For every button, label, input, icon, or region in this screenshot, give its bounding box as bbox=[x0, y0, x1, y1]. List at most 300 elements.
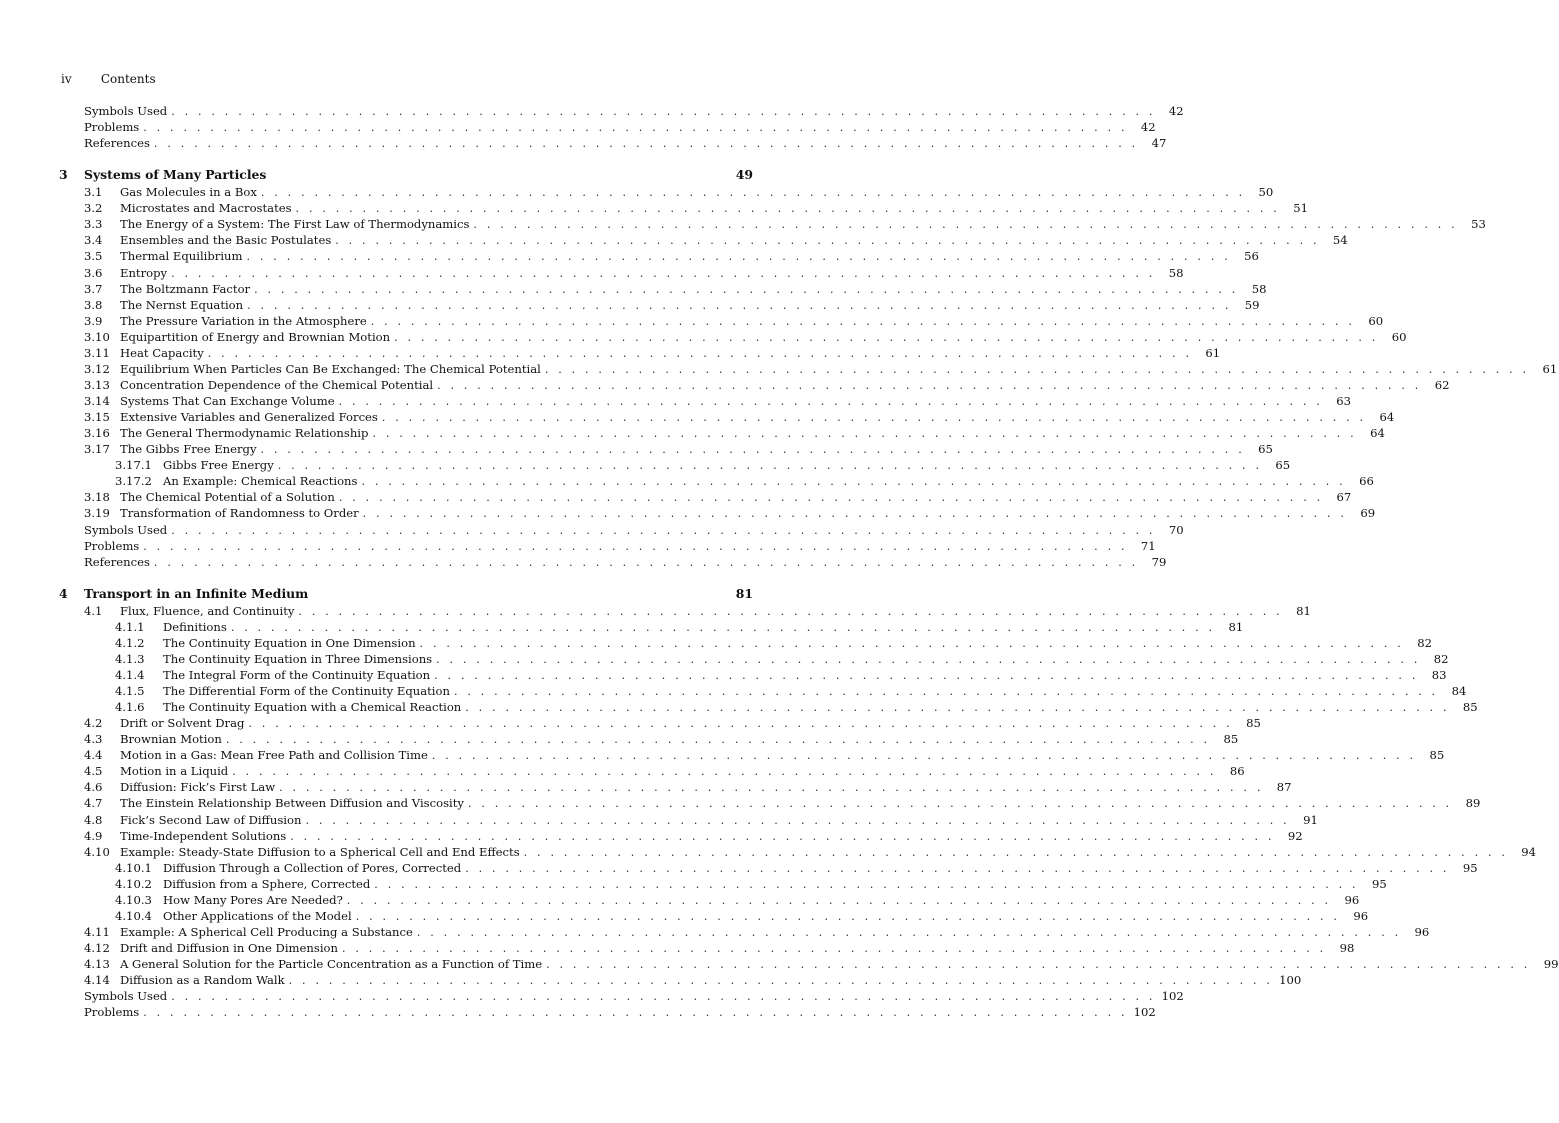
toc-entry-page: 62 bbox=[1434, 377, 1450, 392]
toc-entry-number: 4.10.2 bbox=[115, 876, 152, 891]
toc-entry-page: 58 bbox=[1251, 281, 1267, 296]
toc-entry[interactable] bbox=[59, 651, 1449, 667]
toc-entry-title: The Energy of a System: The First Law of Thermodynamics bbox=[120, 217, 470, 232]
toc-entry-number: 4.11 bbox=[84, 924, 110, 939]
toc-entry-title: Transformation of Randomness to Order bbox=[120, 506, 359, 521]
toc-entry[interactable] bbox=[59, 988, 1184, 1004]
toc-entry-title: Transport in an Infinite Medium bbox=[84, 585, 309, 601]
toc-entry-title: Equilibrium When Particles Can Be Exchanged: The Chemical Potential bbox=[120, 361, 541, 376]
toc-entry-title: Drift and Diffusion in One Dimension bbox=[120, 941, 338, 955]
dot-leader: . . . . . . . . . . . . . . . . . . . . . . . . . . . . . . . . . . . . . . . . . . . . . . . . . . . . . . . . . . . . . . . . . . . . . . . . . . bbox=[434, 668, 1419, 682]
toc-entry-label bbox=[84, 103, 171, 119]
dot-leader: . . . . . . . . . . . . . . . . . . . . . . . . . . . . . . . . . . . . . . . . . . . . . . . . . . . . . . . . . . . . . . . . . . . . . . . . . . bbox=[171, 523, 1156, 537]
toc-entry[interactable] bbox=[59, 425, 1385, 441]
toc-entry-page: 51 bbox=[1293, 201, 1308, 216]
toc-entry-number: 3 bbox=[59, 167, 68, 183]
toc-entry-page: 87 bbox=[1276, 780, 1292, 795]
toc-entry-page: 96 bbox=[1414, 924, 1430, 939]
toc-entry[interactable] bbox=[59, 924, 1430, 940]
toc-entry-number: 3.11 bbox=[84, 345, 110, 360]
toc-entry-title: Fick’s Second Law of Diffusion bbox=[120, 812, 302, 827]
toc-entry[interactable] bbox=[59, 457, 1291, 473]
toc-entry-number: 3.15 bbox=[84, 410, 110, 425]
toc-entry-page: 69 bbox=[1360, 506, 1376, 521]
dot-leader: . . . . . . . . . . . . . . . . . . . . . . . . . . . . . . . . . . . . . . . . . . . . . . . . . . . . . . . . . . . . . . . . . . . . . . . . . . bbox=[372, 427, 1357, 441]
toc-entry-page: 63 bbox=[1336, 394, 1352, 408]
toc-entry-label bbox=[84, 281, 254, 297]
toc-entry-title: Flux, Fluence, and Continuity bbox=[120, 603, 295, 618]
toc-entry-title: How Many Pores Are Needed? bbox=[163, 892, 343, 907]
toc-entry-page: 100 bbox=[1279, 973, 1302, 988]
toc-entry-label bbox=[84, 747, 432, 763]
toc-entry-title: The Nernst Equation bbox=[120, 297, 244, 312]
toc-entry-title: Symbols Used bbox=[84, 104, 168, 118]
toc-entry-number: 4.5 bbox=[84, 764, 103, 779]
toc-entry-page: 81 bbox=[1228, 619, 1244, 634]
toc-entry-title: The Continuity Equation in One Dimension bbox=[163, 635, 416, 650]
dot-leader: . . . . . . . . . . . . . . . . . . . . . . . . . . . . . . . . . . . . . . . . . . . . . . . . . . . . . . . . . . . . . . . . . . . . . . . . . . bbox=[248, 717, 1233, 731]
dot-leader: . . . . . . . . . . . . . . . . . . . . . . . . . . . . . . . . . . . . . . . . . . . . . . . . . . . . . . . . . . . . . . . . . . . . . . . . . . bbox=[247, 298, 1232, 312]
toc-entry-page: 60 bbox=[1368, 313, 1384, 328]
toc-entry-title: Ensembles and the Basic Postulates bbox=[120, 233, 332, 248]
dot-leader: . . . . . . . . . . . . . . . . . . . . . . . . . . . . . . . . . . . . . . . . . . . . . . . . . . . . . . . . . . . . . . . . . . . . . . . . . . bbox=[232, 765, 1217, 779]
toc-entry-title: References bbox=[84, 554, 150, 569]
toc-entry-title: Other Applications of the Model bbox=[163, 908, 352, 923]
toc-entry-label bbox=[115, 699, 465, 715]
toc-entry-page: 60 bbox=[1391, 329, 1407, 344]
toc-entry[interactable] bbox=[59, 505, 1376, 521]
dot-leader: . . . . . . . . . . . . . . . . . . . . . . . . . . . . . . . . . . . . . . . . . . . . . . . . . . . . . . . . . . . . . . . . . . . . . . . . . . bbox=[290, 829, 1275, 843]
toc-entry-number: 3.3 bbox=[84, 217, 103, 232]
toc-entry-label bbox=[84, 393, 339, 409]
toc-entry-title: The Integral Form of the Continuity Equation bbox=[163, 667, 431, 682]
toc-entry-label bbox=[84, 184, 261, 200]
page-number: iv bbox=[61, 72, 72, 86]
toc-entry-title: The Continuity Equation with a Chemical Reaction bbox=[163, 700, 462, 715]
toc-entry-number: 3.12 bbox=[84, 361, 110, 376]
toc-entry[interactable] bbox=[59, 393, 1352, 409]
toc-entry-title: Systems of Many Particles bbox=[84, 167, 267, 183]
toc-entry-title: Systems That Can Exchange Volume bbox=[120, 394, 335, 408]
dot-leader: . . . . . . . . . . . . . . . . . . . . . . . . . . . . . . . . . . . . . . . . . . . . . . . . . . . . . . . . . . . . . . . . . . . . . . . . . . bbox=[381, 411, 1367, 425]
toc-entry[interactable] bbox=[59, 747, 1445, 763]
toc-entry-label bbox=[84, 779, 279, 795]
toc-entry-number: 3.17.2 bbox=[115, 474, 152, 489]
toc-entry-title: Motion in a Gas: Mean Free Path and Collision Time bbox=[120, 748, 428, 763]
toc-entry-page: 71 bbox=[1140, 538, 1156, 553]
toc-entry-label bbox=[84, 345, 208, 361]
toc-entry[interactable] bbox=[59, 619, 1244, 635]
dot-leader: . . . . . . . . . . . . . . . . . . . . . . . . . . . . . . . . . . . . . . . . . . . . . . . . . . . . . . . . . . . . . . . . . . . . . . . . . . bbox=[225, 733, 1211, 747]
toc-entry-label bbox=[84, 988, 171, 1004]
toc-entry-title: Microstates and Macrostates bbox=[120, 201, 292, 216]
toc-entry[interactable] bbox=[59, 103, 1184, 119]
toc-entry-label bbox=[115, 876, 374, 892]
toc-entry-page: 95 bbox=[1371, 876, 1387, 891]
toc-entry-page: 65 bbox=[1258, 442, 1273, 457]
toc-entry-label bbox=[84, 812, 305, 828]
toc-entry[interactable] bbox=[59, 329, 1407, 345]
dot-leader: . . . . . . . . . . . . . . . . . . . . . . . . . . . . . . . . . . . . . . . . . . . . . . . . . . . . . . . . . . . . . . . . . . . . . . . . . . bbox=[362, 507, 1348, 521]
toc-entry-page: 102 bbox=[1133, 1005, 1156, 1020]
toc-entry-label bbox=[84, 731, 226, 747]
dot-leader: . . . . . . . . . . . . . . . . . . . . . . . . . . . . . . . . . . . . . . . . . . . . . . . . . . . . . . . . . . . . . . . . . . . . . . . . . . bbox=[260, 443, 1245, 457]
toc-entry-title: References bbox=[84, 136, 150, 151]
toc-entry-label bbox=[84, 715, 248, 731]
toc-entry[interactable] bbox=[59, 812, 1318, 828]
toc-entry-title: Diffusion from a Sphere, Corrected bbox=[163, 876, 371, 891]
dot-leader: . . . . . . . . . . . . . . . . . . . . . . . . . . . . . . . . . . . . . . . . . . . . . . . . . . . . . . . . . . . . . . . . . . . . . . . . . . bbox=[260, 186, 1246, 200]
toc-entry-page: 92 bbox=[1287, 828, 1303, 843]
toc-entry[interactable] bbox=[59, 1004, 1156, 1020]
toc-entry-title: The Gibbs Free Energy bbox=[120, 442, 257, 457]
toc-entry-title: Time-Independent Solutions bbox=[120, 828, 287, 843]
toc-entry-number: 4.1.6 bbox=[115, 700, 145, 715]
toc-entry-title: The Pressure Variation in the Atmosphere bbox=[120, 313, 367, 328]
toc-entry-page: 86 bbox=[1229, 764, 1245, 779]
toc-entry-page: 49 bbox=[735, 167, 753, 183]
toc-entry-page: 42 bbox=[1168, 104, 1184, 118]
toc-entry[interactable] bbox=[59, 763, 1245, 779]
dot-leader: . . . . . . . . . . . . . . . . . . . . . . . . . . . . . . . . . . . . . . . . . . . . . . . . . . . . . . . . . . . . . . . . . . . . . . . . . . bbox=[171, 266, 1156, 280]
toc-entry-number: 3.18 bbox=[84, 490, 110, 505]
toc-entry[interactable] bbox=[59, 489, 1352, 505]
toc-entry-label bbox=[84, 940, 342, 956]
toc-entry-label bbox=[84, 554, 154, 570]
toc-entry-label bbox=[59, 167, 270, 183]
toc-entry-label bbox=[84, 313, 371, 329]
toc-entry-label bbox=[84, 972, 289, 988]
dot-leader: . . . . . . . . . . . . . . . . . . . . . . . . . . . . . . . . . . . . . . . . . . . . . . . . . . . . . . . . . . . . . . . . . . . . . . . . . . bbox=[207, 346, 1193, 360]
toc-entry[interactable] bbox=[59, 297, 1260, 313]
toc-entry-label bbox=[115, 635, 420, 651]
dot-leader: . . . . . . . . . . . . . . . . . . . . . . . . . . . . . . . . . . . . . . . . . . . . . . . . . . . . . . . . . . . . . . . . . . . . . . . . . . bbox=[338, 395, 1324, 408]
toc-entry-page: 99 bbox=[1543, 957, 1559, 972]
toc-entry[interactable] bbox=[59, 860, 1478, 876]
dot-leader: . . . . . . . . . . . . . . . . . . . . . . . . . . . . . . . . . . . . . . . . . . . . . . . . . . . . . . . . . . . . . . . . . . . . . . . . . . bbox=[153, 555, 1139, 569]
dot-leader: . . . . . . . . . . . . . . . . . . . . . . . . . . . . . . . . . . . . . . . . . . . . . . . . . . . . . . . . . . . . . . . . . . . . . . . . . . bbox=[546, 958, 1531, 972]
dot-leader: . . . . . . . . . . . . . . . . . . . . . . . . . . . . . . . . . . . . . . . . . . . . . . . . . . . . . . . . . . . . . . . . . . . . . . . . . . bbox=[298, 604, 1283, 618]
toc-entry[interactable] bbox=[59, 377, 1450, 393]
toc-entry-page: 65 bbox=[1275, 458, 1291, 473]
dot-leader: . . . . . . . . . . . . . . . . . . . . . . . . . . . . . . . . . . . . . . . . . . . . . . . . . . . . . . . . . . . . . . . . . . . . . . . . . . bbox=[171, 990, 1156, 1004]
dot-leader: . . . . . . . . . . . . . . . . . . . . . . . . . . . . . . . . . . . . . . . . . . . . . . . . . . . . . . . . . . . . . . . . . . . . . . . . . . bbox=[277, 459, 1263, 473]
toc-entry-number: 4.10.3 bbox=[115, 892, 152, 907]
toc-entry-title: Thermal Equilibrium bbox=[120, 249, 243, 264]
toc-entry-page: 61 bbox=[1542, 361, 1558, 376]
toc-entry-page: 85 bbox=[1429, 748, 1445, 763]
toc-entry-number: 4.1.3 bbox=[115, 651, 145, 666]
table-of-contents bbox=[59, 103, 1559, 1020]
running-title: Contents bbox=[100, 72, 156, 86]
toc-entry[interactable] bbox=[59, 667, 1447, 683]
toc-entry[interactable] bbox=[59, 313, 1384, 329]
toc-entry[interactable] bbox=[59, 554, 1167, 570]
toc-entry-page: 95 bbox=[1462, 860, 1478, 875]
dot-leader: . . . . . . . . . . . . . . . . . . . . . . . . . . . . . . . . . . . . . . . . . . . . . . . . . . . . . . . . . . . . . . . . . . . . . . . . . . bbox=[416, 925, 1402, 939]
toc-entry-page: 96 bbox=[1344, 892, 1360, 907]
toc-entry[interactable] bbox=[59, 635, 1432, 651]
toc-entry-title: Diffusion as a Random Walk bbox=[120, 973, 285, 988]
toc-entry-number: 4.6 bbox=[84, 780, 103, 795]
toc-entry-title: Problems bbox=[84, 120, 140, 135]
toc-entry-label bbox=[115, 651, 436, 667]
dot-leader: . . . . . . . . . . . . . . . . . . . . . . . . . . . . . . . . . . . . . . . . . . . . . . . . . . . . . . . . . . . . . . . . . . . . . . . . . . bbox=[436, 652, 1421, 666]
toc-entry-number: 3.4 bbox=[84, 233, 103, 248]
running-head bbox=[61, 72, 156, 86]
toc-entry-label bbox=[84, 297, 247, 313]
toc-entry[interactable] bbox=[59, 683, 1467, 699]
toc-entry[interactable] bbox=[59, 345, 1221, 361]
toc-entry-title: The Einstein Relationship Between Diffusion and Viscosity bbox=[120, 796, 464, 811]
toc-entry-label bbox=[115, 457, 278, 473]
toc-entry[interactable] bbox=[59, 699, 1478, 715]
toc-entry-page: 81 bbox=[1296, 603, 1311, 618]
dot-leader: . . . . . . . . . . . . . . . . . . . . . . . . . . . . . . . . . . . . . . . . . . . . . . . . . . . . . . . . . . . . . . . . . . . . . . . . . . bbox=[305, 813, 1290, 827]
toc-entry-number: 3.1 bbox=[84, 185, 103, 200]
toc-entry-label bbox=[84, 828, 290, 844]
toc-entry-page: 84 bbox=[1451, 684, 1467, 698]
dot-leader: . . . . . . . . . . . . . . . . . . . . . . . . . . . . . . . . . . . . . . . . . . . . . . . . . . . . . . . . . . . . . . . . . . . . . . . . . . bbox=[437, 378, 1422, 392]
dot-leader: . . . . . . . . . . . . . . . . . . . . . . . . . . . . . . . . . . . . . . . . . . . . . . . . . . . . . . . . . . . . . . . . . . . . . . . . . . bbox=[431, 749, 1417, 763]
toc-entry-number: 4.1 bbox=[84, 603, 103, 618]
toc-entry-title: The Differential Form of the Continuity Equation bbox=[163, 684, 450, 698]
toc-entry-label bbox=[115, 892, 347, 908]
toc-entry-title: Heat Capacity bbox=[120, 345, 204, 360]
toc-entry[interactable] bbox=[59, 779, 1292, 795]
toc-entry-title: Diffusion: Fick’s First Law bbox=[120, 780, 276, 795]
dot-leader: . . . . . . . . . . . . . . . . . . . . . . . . . . . . . . . . . . . . . . . . . . . . . . . . . . . . . . . . . . . . . . . . . . . . . . . . . . bbox=[338, 491, 1324, 505]
toc-entry-title: Entropy bbox=[120, 265, 168, 280]
toc-entry[interactable] bbox=[59, 715, 1261, 731]
toc-entry[interactable] bbox=[59, 538, 1156, 554]
toc-entry-page: 54 bbox=[1332, 233, 1348, 248]
toc-entry[interactable] bbox=[59, 522, 1184, 538]
toc-entry[interactable] bbox=[59, 972, 1302, 988]
toc-entry-title: Gas Molecules in a Box bbox=[120, 185, 257, 200]
toc-entry-page: 47 bbox=[1151, 136, 1167, 151]
toc-entry[interactable] bbox=[59, 135, 1167, 151]
dot-leader: . . . . . . . . . . . . . . . . . . . . . . . . . . . . . . . . . . . . . . . . . . . . . . . . . . . . . . . . . . . . . . . . . . . . . . . . . . bbox=[288, 974, 1274, 988]
dot-leader: . . . . . . . . . . . . . . . . . . . . . . . . . . . . . . . . . . . . . . . . . . . . . . . . . . . . . . . . . . . . . . . . . . . . . . . . . . bbox=[361, 475, 1346, 489]
dot-leader: . . . . . . . . . . . . . . . . . . . . . . . . . . . . . . . . . . . . . . . . . . . . . . . . . . . . . . . . . . . . . . . . . . . . . . . . . . bbox=[230, 620, 1216, 634]
toc-entry[interactable] bbox=[59, 795, 1481, 811]
toc-entry-label bbox=[84, 763, 232, 779]
toc-entry[interactable] bbox=[59, 940, 1355, 956]
toc-entry-label bbox=[84, 522, 171, 538]
dot-leader: . . . . . . . . . . . . . . . . . . . . . . . . . . . . . . . . . . . . . . . . . . . . . . . . . . . . . . . . . . . . . . . . . . . . . . . . . . bbox=[355, 909, 1341, 923]
toc-entry-label bbox=[84, 232, 335, 248]
toc-entry-title: Motion in a Liquid bbox=[120, 764, 229, 779]
toc-entry-label bbox=[84, 329, 394, 345]
toc-entry-title: Example: A Spherical Cell Producing a Substance bbox=[120, 924, 413, 939]
toc-entry-label bbox=[59, 585, 312, 602]
toc-entry-number: 4.1.5 bbox=[115, 684, 145, 698]
toc-entry-title: Drift or Solvent Drag bbox=[120, 716, 245, 731]
toc-entry-label bbox=[84, 441, 261, 457]
toc-entry[interactable] bbox=[59, 361, 1558, 377]
toc-chapter-entry[interactable] bbox=[59, 586, 753, 603]
toc-entry-number: 3.6 bbox=[84, 265, 103, 280]
toc-entry-page: 98 bbox=[1339, 941, 1355, 955]
toc-entry-title: Brownian Motion bbox=[120, 732, 222, 747]
toc-entry-label bbox=[84, 844, 524, 860]
toc-entry-label bbox=[84, 361, 545, 377]
toc-entry-page: 89 bbox=[1465, 796, 1481, 811]
toc-entry-number: 3.19 bbox=[84, 506, 110, 521]
toc-entry-title: Gibbs Free Energy bbox=[163, 458, 274, 473]
toc-entry-label bbox=[84, 119, 143, 135]
toc-entry-number: 4.8 bbox=[84, 812, 103, 827]
toc-entry-title: Problems bbox=[84, 538, 140, 553]
dot-leader: . . . . . . . . . . . . . . . . . . . . . . . . . . . . . . . . . . . . . . . . . . . . . . . . . . . . . . . . . . . . . . . . . . . . . . . . . . bbox=[465, 861, 1450, 875]
toc-entry-page: 42 bbox=[1140, 120, 1156, 135]
dot-leader: . . . . . . . . . . . . . . . . . . . . . . . . . . . . . . . . . . . . . . . . . . . . . . . . . . . . . . . . . . . . . . . . . . . . . . . . . . bbox=[341, 942, 1327, 955]
toc-entry[interactable] bbox=[59, 908, 1369, 924]
toc-entry-label bbox=[84, 603, 298, 619]
toc-entry-number: 3.17 bbox=[84, 442, 110, 457]
toc-entry-page: 66 bbox=[1359, 474, 1374, 489]
toc-entry-number: 4.9 bbox=[84, 828, 103, 843]
toc-entry[interactable] bbox=[59, 216, 1486, 232]
toc-entry[interactable] bbox=[59, 603, 1311, 619]
dot-leader: . . . . . . . . . . . . . . . . . . . . . . . . . . . . . . . . . . . . . . . . . . . . . . . . . . . . . . . . . . . . . . . . . . . . . . . . . . bbox=[346, 893, 1332, 907]
toc-entry-label bbox=[84, 505, 363, 521]
toc-entry-page: 91 bbox=[1303, 812, 1318, 827]
dot-leader: . . . . . . . . . . . . . . . . . . . . . . . . . . . . . . . . . . . . . . . . . . . . . . . . . . . . . . . . . . . . . . . . . . . . . . . . . . bbox=[374, 877, 1359, 891]
toc-entry[interactable] bbox=[59, 119, 1156, 135]
dot-leader: . . . . . . . . . . . . . . . . . . . . . . . . . . . . . . . . . . . . . . . . . . . . . . . . . . . . . . . . . . . . . . . . . . . . . . . . . . bbox=[419, 636, 1404, 650]
toc-entry[interactable] bbox=[59, 184, 1274, 200]
toc-entry-label bbox=[115, 667, 434, 683]
toc-entry-label bbox=[84, 538, 143, 554]
toc-entry[interactable] bbox=[59, 892, 1360, 908]
toc-entry-title: Symbols Used bbox=[84, 989, 168, 1004]
toc-entry-page: 58 bbox=[1168, 265, 1184, 280]
toc-entry-page: 61 bbox=[1205, 345, 1221, 360]
toc-entry-label bbox=[84, 924, 417, 940]
toc-entry-title: Problems bbox=[84, 1005, 140, 1020]
toc-entry-page: 70 bbox=[1168, 522, 1184, 537]
toc-entry-number: 4.10.1 bbox=[115, 860, 152, 875]
toc-entry-page: 94 bbox=[1521, 844, 1537, 859]
toc-entry[interactable] bbox=[59, 409, 1395, 425]
toc-entry-number: 4.10.4 bbox=[115, 908, 152, 923]
toc-entry-label bbox=[115, 683, 454, 699]
dot-leader: . . . . . . . . . . . . . . . . . . . . . . . . . . . . . . . . . . . . . . . . . . . . . . . . . . . . . . . . . . . . . . . . . . . . . . . . . . bbox=[335, 234, 1320, 248]
toc-entry-label bbox=[84, 135, 154, 151]
toc-entry-number: 4.1.4 bbox=[115, 667, 145, 682]
toc-entry-page: 64 bbox=[1370, 426, 1385, 441]
toc-entry-page: 83 bbox=[1431, 667, 1447, 682]
toc-entry-number: 3.13 bbox=[84, 377, 110, 392]
dot-leader: . . . . . . . . . . . . . . . . . . . . . . . . . . . . . . . . . . . . . . . . . . . . . . . . . . . . . . . . . . . . . . . . . . . . . . . . . . bbox=[143, 539, 1128, 553]
toc-entry[interactable] bbox=[59, 828, 1303, 844]
toc-entry-number: 4.1.2 bbox=[115, 635, 145, 650]
toc-entry-label bbox=[84, 956, 546, 972]
toc-entry-label bbox=[84, 200, 296, 216]
toc-entry-page: 85 bbox=[1246, 716, 1261, 731]
toc-chapter-entry[interactable] bbox=[59, 167, 753, 184]
toc-entry-number: 4.10 bbox=[84, 844, 110, 859]
toc-entry-label bbox=[115, 860, 465, 876]
toc-entry-page: 82 bbox=[1417, 635, 1432, 650]
toc-entry-number: 4 bbox=[59, 585, 68, 601]
dot-leader: . . . . . . . . . . . . . . . . . . . . . . . . . . . . . . . . . . . . . . . . . . . . . . . . . . . . . . . . . . . . . . . . . . . . . . . . . . bbox=[143, 121, 1128, 135]
toc-entry-title: Equipartition of Energy and Brownian Motion bbox=[120, 329, 391, 344]
toc-entry-label bbox=[84, 216, 473, 232]
toc-entry-page: 53 bbox=[1471, 217, 1486, 232]
toc-entry[interactable] bbox=[59, 441, 1273, 457]
toc-entry[interactable] bbox=[59, 281, 1267, 297]
toc-entry[interactable] bbox=[59, 248, 1259, 264]
toc-entry-page: 96 bbox=[1353, 908, 1369, 923]
toc-entry-number: 4.3 bbox=[84, 732, 103, 747]
toc-entry-label bbox=[84, 265, 171, 281]
dot-leader: . . . . . . . . . . . . . . . . . . . . . . . . . . . . . . . . . . . . . . . . . . . . . . . . . . . . . . . . . . . . . . . . . . . . . . . . . . bbox=[473, 218, 1458, 232]
toc-entry-title: Concentration Dependence of the Chemical Potential bbox=[120, 377, 434, 392]
toc-entry[interactable] bbox=[59, 200, 1308, 216]
toc-entry-label bbox=[84, 795, 468, 811]
toc-entry-number: 3.14 bbox=[84, 394, 110, 408]
toc-entry-page: 67 bbox=[1336, 490, 1352, 505]
dot-leader: . . . . . . . . . . . . . . . . . . . . . . . . . . . . . . . . . . . . . . . . . . . . . . . . . . . . . . . . . . . . . . . . . . . . . . . . . . bbox=[394, 330, 1379, 344]
toc-entry-label bbox=[115, 908, 356, 924]
dot-leader: . . . . . . . . . . . . . . . . . . . . . . . . . . . . . . . . . . . . . . . . . . . . . . . . . . . . . . . . . . . . . . . . . . . . . . . . . . bbox=[523, 845, 1509, 859]
toc-entry-label bbox=[115, 619, 231, 635]
toc-entry-title: Diffusion Through a Collection of Pores, Corrected bbox=[163, 860, 462, 875]
toc-entry-page: 79 bbox=[1151, 554, 1167, 569]
toc-entry[interactable] bbox=[59, 844, 1537, 860]
toc-entry-page: 64 bbox=[1379, 410, 1395, 425]
toc-entry-page: 85 bbox=[1223, 732, 1239, 747]
toc-entry-number: 4.7 bbox=[84, 796, 103, 811]
toc-entry-title: The General Thermodynamic Relationship bbox=[120, 426, 369, 441]
dot-leader: . . . . . . . . . . . . . . . . . . . . . . . . . . . . . . . . . . . . . . . . . . . . . . . . . . . . . . . . . . . . . . . . . . . . . . . . . . bbox=[279, 781, 1264, 795]
toc-entry-title: The Chemical Potential of a Solution bbox=[120, 490, 335, 505]
toc-entry-number: 3.2 bbox=[84, 201, 103, 216]
toc-entry-number: 3.9 bbox=[84, 313, 103, 328]
toc-entry-page: 85 bbox=[1462, 700, 1478, 715]
toc-entry-page: 59 bbox=[1244, 297, 1260, 312]
toc-entry-label bbox=[84, 489, 339, 505]
toc-entry[interactable] bbox=[59, 232, 1348, 248]
toc-entry-number: 4.14 bbox=[84, 973, 110, 988]
toc-entry-label bbox=[84, 377, 437, 393]
toc-entry[interactable] bbox=[59, 731, 1239, 747]
toc-entry[interactable] bbox=[59, 265, 1184, 281]
toc-entry-number: 3.5 bbox=[84, 249, 103, 264]
dot-leader: . . . . . . . . . . . . . . . . . . . . . . . . . . . . . . . . . . . . . . . . . . . . . . . . . . . . . . . . . . . . . . . . . . . . . . . . . . bbox=[544, 362, 1530, 376]
toc-entry-page: 50 bbox=[1258, 185, 1274, 200]
toc-entry[interactable] bbox=[59, 473, 1374, 489]
toc-entry-number: 3.10 bbox=[84, 329, 110, 344]
toc-entry[interactable] bbox=[59, 956, 1559, 972]
toc-entry[interactable] bbox=[59, 876, 1387, 892]
dot-leader: . . . . . . . . . . . . . . . . . . . . . . . . . . . . . . . . . . . . . . . . . . . . . . . . . . . . . . . . . . . . . . . . . . . . . . . . . . bbox=[370, 314, 1356, 328]
dot-leader: . . . . . . . . . . . . . . . . . . . . . . . . . . . . . . . . . . . . . . . . . . . . . . . . . . . . . . . . . . . . . . . . . . . . . . . . . . bbox=[143, 1006, 1128, 1020]
toc-entry-title: A General Solution for the Particle Concentration as a Function of Time bbox=[120, 957, 543, 972]
dot-leader: . . . . . . . . . . . . . . . . . . . . . . . . . . . . . . . . . . . . . . . . . . . . . . . . . . . . . . . . . . . . . . . . . . . . . . . . . . bbox=[254, 282, 1239, 296]
toc-entry-number: 4.4 bbox=[84, 748, 103, 763]
toc-entry-number: 4.2 bbox=[84, 716, 103, 731]
toc-entry-number: 4.1.1 bbox=[115, 619, 145, 634]
toc-entry-label bbox=[84, 248, 247, 264]
toc-entry-page: 81 bbox=[735, 585, 753, 601]
toc-entry-number: 3.17.1 bbox=[115, 458, 152, 473]
dot-leader: . . . . . . . . . . . . . . . . . . . . . . . . . . . . . . . . . . . . . . . . . . . . . . . . . . . . . . . . . . . . . . . . . . . . . . . . . . bbox=[246, 250, 1231, 264]
toc-entry-title: The Continuity Equation in Three Dimensions bbox=[163, 651, 433, 666]
